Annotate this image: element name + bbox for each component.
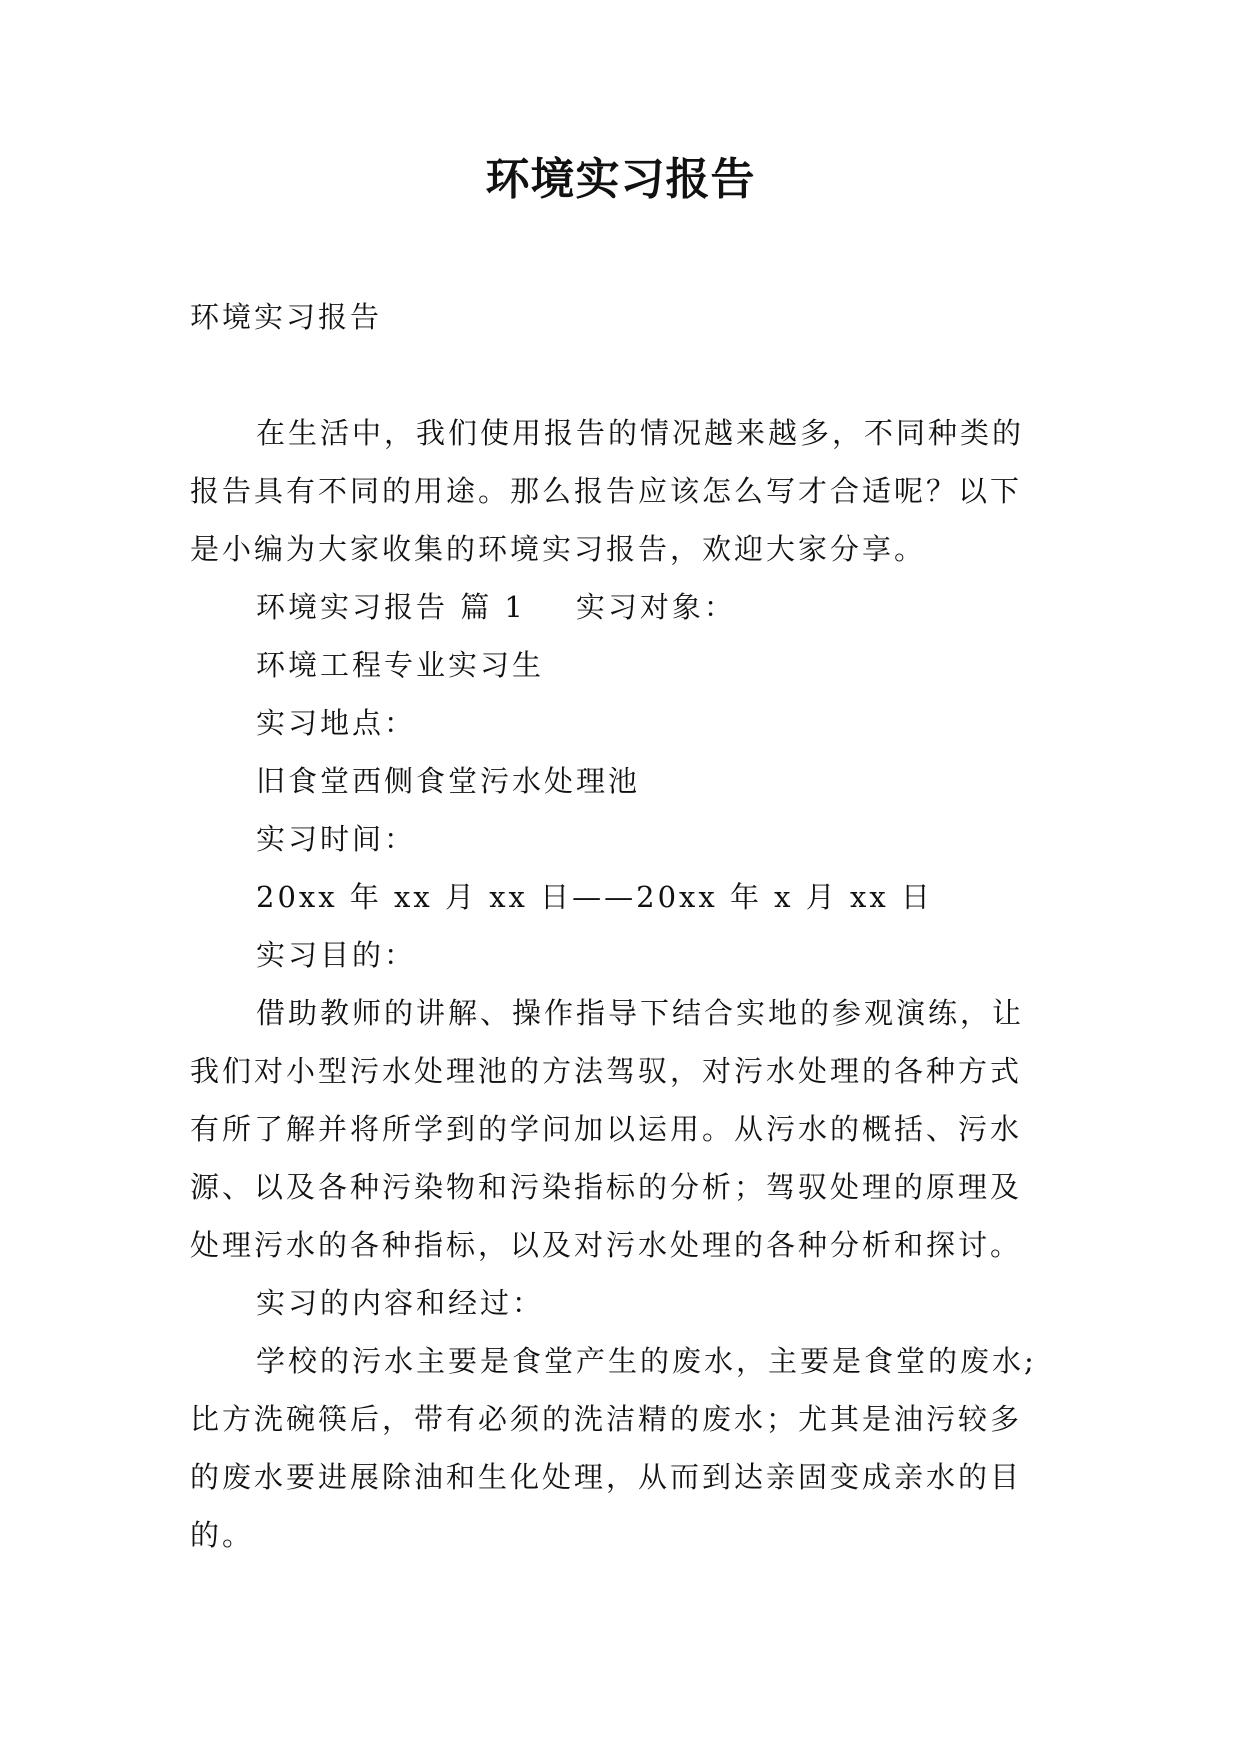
- location-label: 实习地点：: [256, 706, 417, 740]
- purpose-line: 源、以及各种污染物和污染指标的分析；驾驭处理的原理及: [190, 1170, 1023, 1204]
- object-value: 环境工程专业实习生: [256, 648, 545, 682]
- intro-line: 是小编为大家收集的环境实习报告，欢迎大家分享。: [190, 532, 927, 566]
- section-heading: 环境实习报告 篇 1: [256, 590, 526, 624]
- time-value: 20xx 年 xx 月 xx 日——20xx 年 x 月 xx 日: [256, 880, 933, 914]
- intro-line: 报告具有不同的用途。那么报告应该怎么写才合适呢？以下: [190, 474, 1023, 508]
- time-label: 实习时间：: [256, 822, 417, 856]
- content-line: 的。: [190, 1518, 255, 1552]
- content-label: 实习的内容和经过：: [256, 1286, 545, 1320]
- intro-line: 在生活中，我们使用报告的情况越来越多，不同种类的: [256, 416, 1025, 450]
- section-heading-line: [190, 578, 1070, 636]
- document-body: [190, 404, 1070, 1564]
- document-title: 环境实习报告: [485, 154, 756, 205]
- purpose-line: 有所了解并将所学到的学问加以运用。从污水的概括、污水: [190, 1112, 1023, 1146]
- document-subtitle: 环境实习报告: [190, 300, 383, 334]
- purpose-line: 我们对小型污水处理池的方法驾驭，对污水处理的各种方式: [190, 1054, 1023, 1088]
- object-label: 实习对象：: [575, 590, 736, 624]
- purpose-line: 借助教师的讲解、操作指导下结合实地的参观演练，让: [256, 996, 1025, 1030]
- content-line: 比方洗碗筷后，带有必须的洗洁精的废水；尤其是油污较多: [190, 1402, 1023, 1436]
- content-line: 的废水要进展除油和生化处理，从而到达亲固变成亲水的目: [190, 1460, 1023, 1494]
- purpose-line: 处理污水的各种指标，以及对污水处理的各种分析和探讨。: [190, 1228, 1023, 1262]
- purpose-label: 实习目的：: [256, 938, 417, 972]
- content-line: 学校的污水主要是食堂产生的废水，主要是食堂的废水;: [256, 1344, 1037, 1378]
- location-value: 旧食堂西侧食堂污水处理池: [256, 764, 641, 798]
